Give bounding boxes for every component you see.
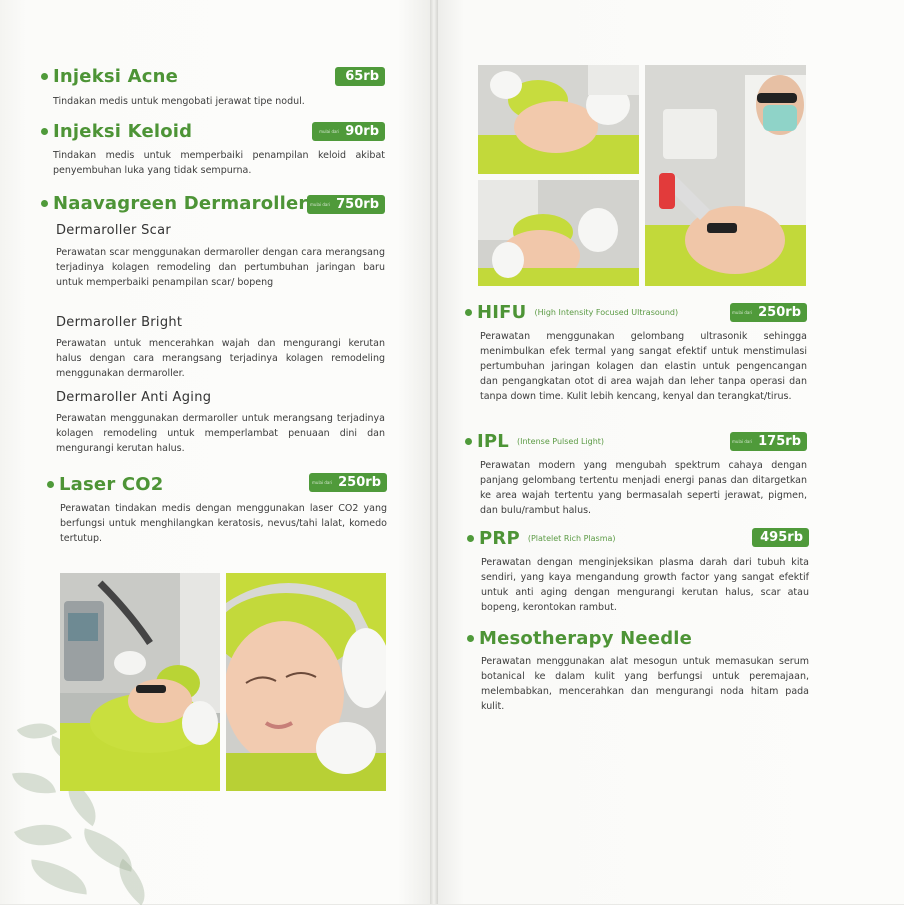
section-description: Perawatan menggunakan gelombang ultrasonik sehingga menimbulkan efek termal yang sangat efektif untuk menstimulasi pertumbuhan jaringan kolagen dan elastin untuk pengencangan dan pengangkatan otot di area wajah dan leher tanpa operasi dan tanpa down time. Kulit lebih kencang, kenyal dan terangkat/tirus. [480,331,807,402]
treatment-description: Perawatan menggunakan dermaroller untuk merangsang terjadinya kolagen remodeling untuk memperlambat penuaan dini dan mengurangi kerutan halus. [56,413,385,454]
section-description: Perawatan menggunakan alat mesogun untuk memasukan serum botanical ke dalam kulit yang berfungsi untuk peremajaan, melembabkan, mencerahkan dan mengurangi noda hitam pada kulit. [481,656,809,712]
section-description: Perawatan modern yang mengubah spektrum cahaya dengan panjang gelombang tertentu menjadi energi panas dan ditargetkan ke area wajah tertentu yang bermasalah seperti jerawat, pigmen, dan bulu/rambut halus. [480,460,807,516]
bullet-icon [467,635,474,642]
bullet-icon [465,438,472,445]
section-title: Laser CO2 [59,474,164,495]
bullet-icon [47,481,54,488]
price-badge: 495rb [752,528,809,547]
section-title: HIFU [477,302,527,323]
section-title: Injeksi Keloid [53,121,193,142]
treatment-name: Dermaroller Anti Aging [56,390,212,405]
section-title: Mesotherapy Needle [479,628,693,649]
section-prp-header [467,528,616,549]
section-injeksi-keloid-header [41,121,192,142]
section-subtitle: (Platelet Rich Plasma) [527,534,616,543]
price-badge: mulai dari 250rb [309,473,387,492]
photo-laser-treatment [60,573,220,791]
treatment-description: Perawatan untuk mencerahkan wajah dan mengurangi kerutan halus dengan cara merangsang terjadinya kolagen remodeling menggunakan dermaroller. [56,338,385,379]
section-subtitle: (High Intensity Focused Ultrasound) [534,308,679,317]
section-subtitle: (Intense Pulsed Light) [516,437,605,446]
treatment-description: Perawatan scar menggunakan dermaroller dengan cara merangsang terjadinya kolagen remodeling dan pertumbuhan jaringan baru untuk memperbaiki penampilan scar/ bopeng [56,247,385,288]
photo-facial-treatment [226,573,386,791]
bullet-icon [41,200,48,207]
price-badge: 65rb [335,67,385,86]
section-description: Perawatan dengan menginjeksikan plasma darah dari tubuh kita sendiri, yang kaya mengandung growth factor yang sangat efektif untuk anti aging dengan mengurangi kerutan halus, scar atau bopeng, kerontokan rambut. [481,557,809,613]
photo-prp-treatment [645,65,806,286]
section-title: Naavagreen Dermaroller [53,193,308,214]
section-laser-co2-header [47,474,164,495]
photo-ipl-treatment [478,180,639,286]
price-badge: mulai dari 250rb [730,303,807,322]
section-injeksi-acne-header [41,66,178,87]
section-dermaroller-header [41,193,308,214]
bullet-icon [467,535,474,542]
treatment-name: Dermaroller Scar [56,223,171,238]
price-badge: mulai dari 750rb [307,195,385,214]
section-description: Perawatan tindakan medis dengan menggunakan laser CO2 yang berfungsi untuk menghilangkan keratosis, nevus/tahi lalat, komedo tertutup. [60,503,387,544]
bullet-icon [41,128,48,135]
bullet-icon [41,73,48,80]
section-title: IPL [477,431,509,452]
price-badge: mulai dari 175rb [730,432,807,451]
section-mesotherapy-header [467,628,692,649]
page-fold [430,0,438,904]
section-title: PRP [479,528,520,549]
price-badge: mulai dari 90rb [312,122,385,141]
section-ipl-header [465,431,604,452]
section-description: Tindakan medis untuk mengobati jerawat tipe nodul. [53,96,305,107]
section-hifu-header [465,302,678,323]
section-description: Tindakan medis untuk memperbaiki penampilan keloid akibat penyembuhan luka yang tidak sempurna. [53,150,385,176]
section-title: Injeksi Acne [53,66,179,87]
treatment-name: Dermaroller Bright [56,315,183,330]
bullet-icon [465,309,472,316]
photo-hifu-treatment [478,65,639,174]
